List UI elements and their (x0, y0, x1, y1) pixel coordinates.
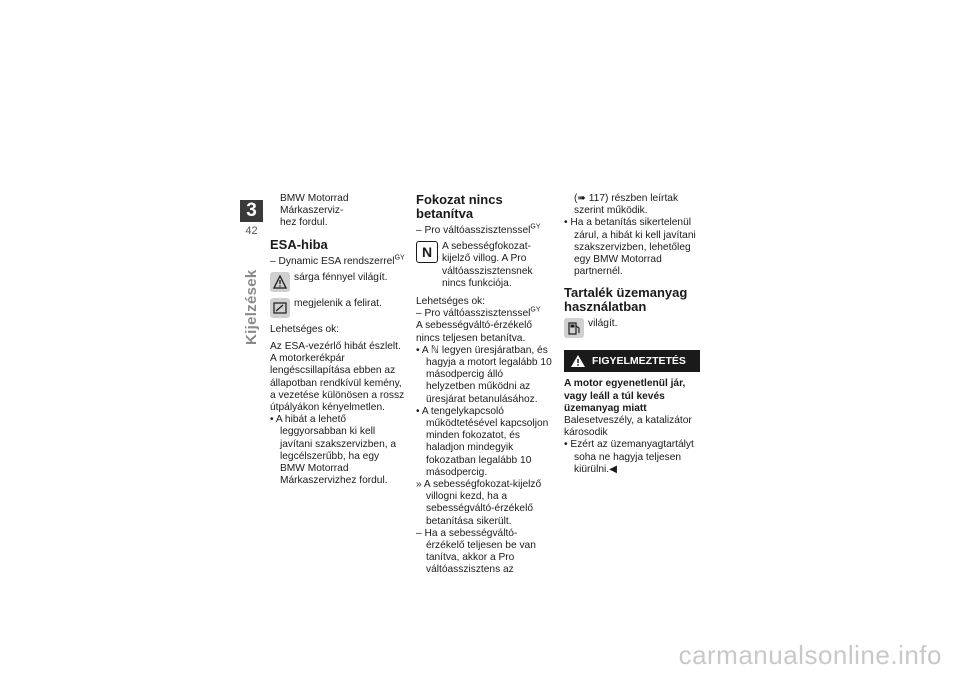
gear-indicator-text: A sebességfokozat-kijelző villog. A Pro váltóasszisztensnek nincs funkciója. (442, 241, 533, 289)
display-icon (270, 298, 290, 318)
possible-cause-label: Lehetséges ok: (270, 323, 340, 335)
esa-bullet: • A hibát a lehető leggyorsabban ki kell javítani szakszervizben, a legcélszerűbb, ha egy BMW Motorrad Márkaszervizhez fordul. (270, 414, 397, 487)
gear-cause-text: A sebességváltó-érzékelő nincs teljesen betanítva. (416, 320, 533, 344)
intro-line-1: BMW Motorrad Márkaszerviz- (280, 193, 349, 217)
gear-not-learned-heading: Fokozat nincs betanítva (416, 192, 503, 221)
possible-cause-label: Lehetséges ok: (416, 296, 486, 308)
gear-bullet-1: • A ℕ legyen üresjáratban, és hagyja a motort legalább 10 másodpercig álló helyzetben működni az üresjárat betanulásához. (416, 344, 552, 405)
fuel-indicator-text: világít. (588, 318, 618, 330)
warning-triangle-icon (270, 272, 290, 292)
warning-banner (564, 350, 700, 372)
fuel-reserve-heading: Tartalék üzemanyag használatban (564, 285, 688, 315)
learning-bullet: • Ha a betanítás sikertelenül zárul, a hibát ki kell javítani szakszervizben, lehetőleg egy BMW Motorrad partnernél. (564, 217, 696, 278)
gear-bullet-2: • A tengelykapcsoló működtetésével kapcsoljon minden fokozatot, és haladjon mindegyik fokozatban legalább 10 másodpercig. (416, 405, 549, 478)
chapter-tab: 3 (240, 200, 263, 222)
warning-triangle-icon (570, 354, 586, 368)
gear-result: » A sebességfokozat-kijelző villogni kezd, ha a sebességváltó-érzékelő betanítása sikerült. (416, 479, 542, 527)
gear-condition-2: – Pro váltóasszisztenssel$^{GY}$ (416, 306, 541, 320)
fuel-pump-icon (564, 318, 584, 338)
page-number: 42 (245, 225, 258, 237)
continued-text: (➠ 117) részben leírtak szerint működik. (574, 193, 679, 217)
watermark: carmanualsonline.info (678, 640, 942, 670)
gear-condition-3: – Ha a sebességváltó-érzékelő teljesen be van tanítva, akkor a Pro váltóasszisztens az (416, 527, 536, 576)
intro-line-2: hez fordul. (280, 217, 328, 229)
display-indicator (270, 298, 405, 318)
column-3 (564, 193, 700, 476)
warning-text: Balesetveszély, a katalizátor károsodik (564, 415, 692, 439)
gear-condition-1: – Pro váltóasszisztenssel$^{GY}$ (416, 223, 541, 236)
column-2 (416, 193, 554, 577)
fuel-indicator (564, 318, 700, 338)
section-label: Kijelzések (243, 269, 260, 345)
esa-cause-text: Az ESA-vezérlő hibát észlelt. A motorkerékpár lengéscsillapítása ebben az állapotban rendkívül kemény, a vezetése különösen a rossz útpályákon kényelmetlen. (270, 341, 405, 414)
column-1 (270, 193, 405, 487)
neutral-gear-icon: N (416, 241, 438, 263)
display-indicator-text: megjelenik a felirat. (294, 297, 382, 309)
warning-indicator-text: sárga fénnyel világít. (294, 271, 388, 283)
esa-error-heading: ESA-hiba (270, 236, 328, 252)
esa-condition: – Dynamic ESA rendszerrel$^{GY}$ (270, 254, 405, 267)
warning-label: FIGYELMEZTETÉS (592, 355, 686, 368)
warning-title: A motor egyenetlenül jár, vagy leáll a túl kevés üzemanyag miatt (564, 378, 686, 414)
warning-bullet: • Ezért az üzemanyagtartályt soha ne hagyja teljesen kiürülni.◀ (564, 439, 694, 475)
gear-indicator (416, 241, 554, 290)
warning-indicator (270, 272, 405, 292)
